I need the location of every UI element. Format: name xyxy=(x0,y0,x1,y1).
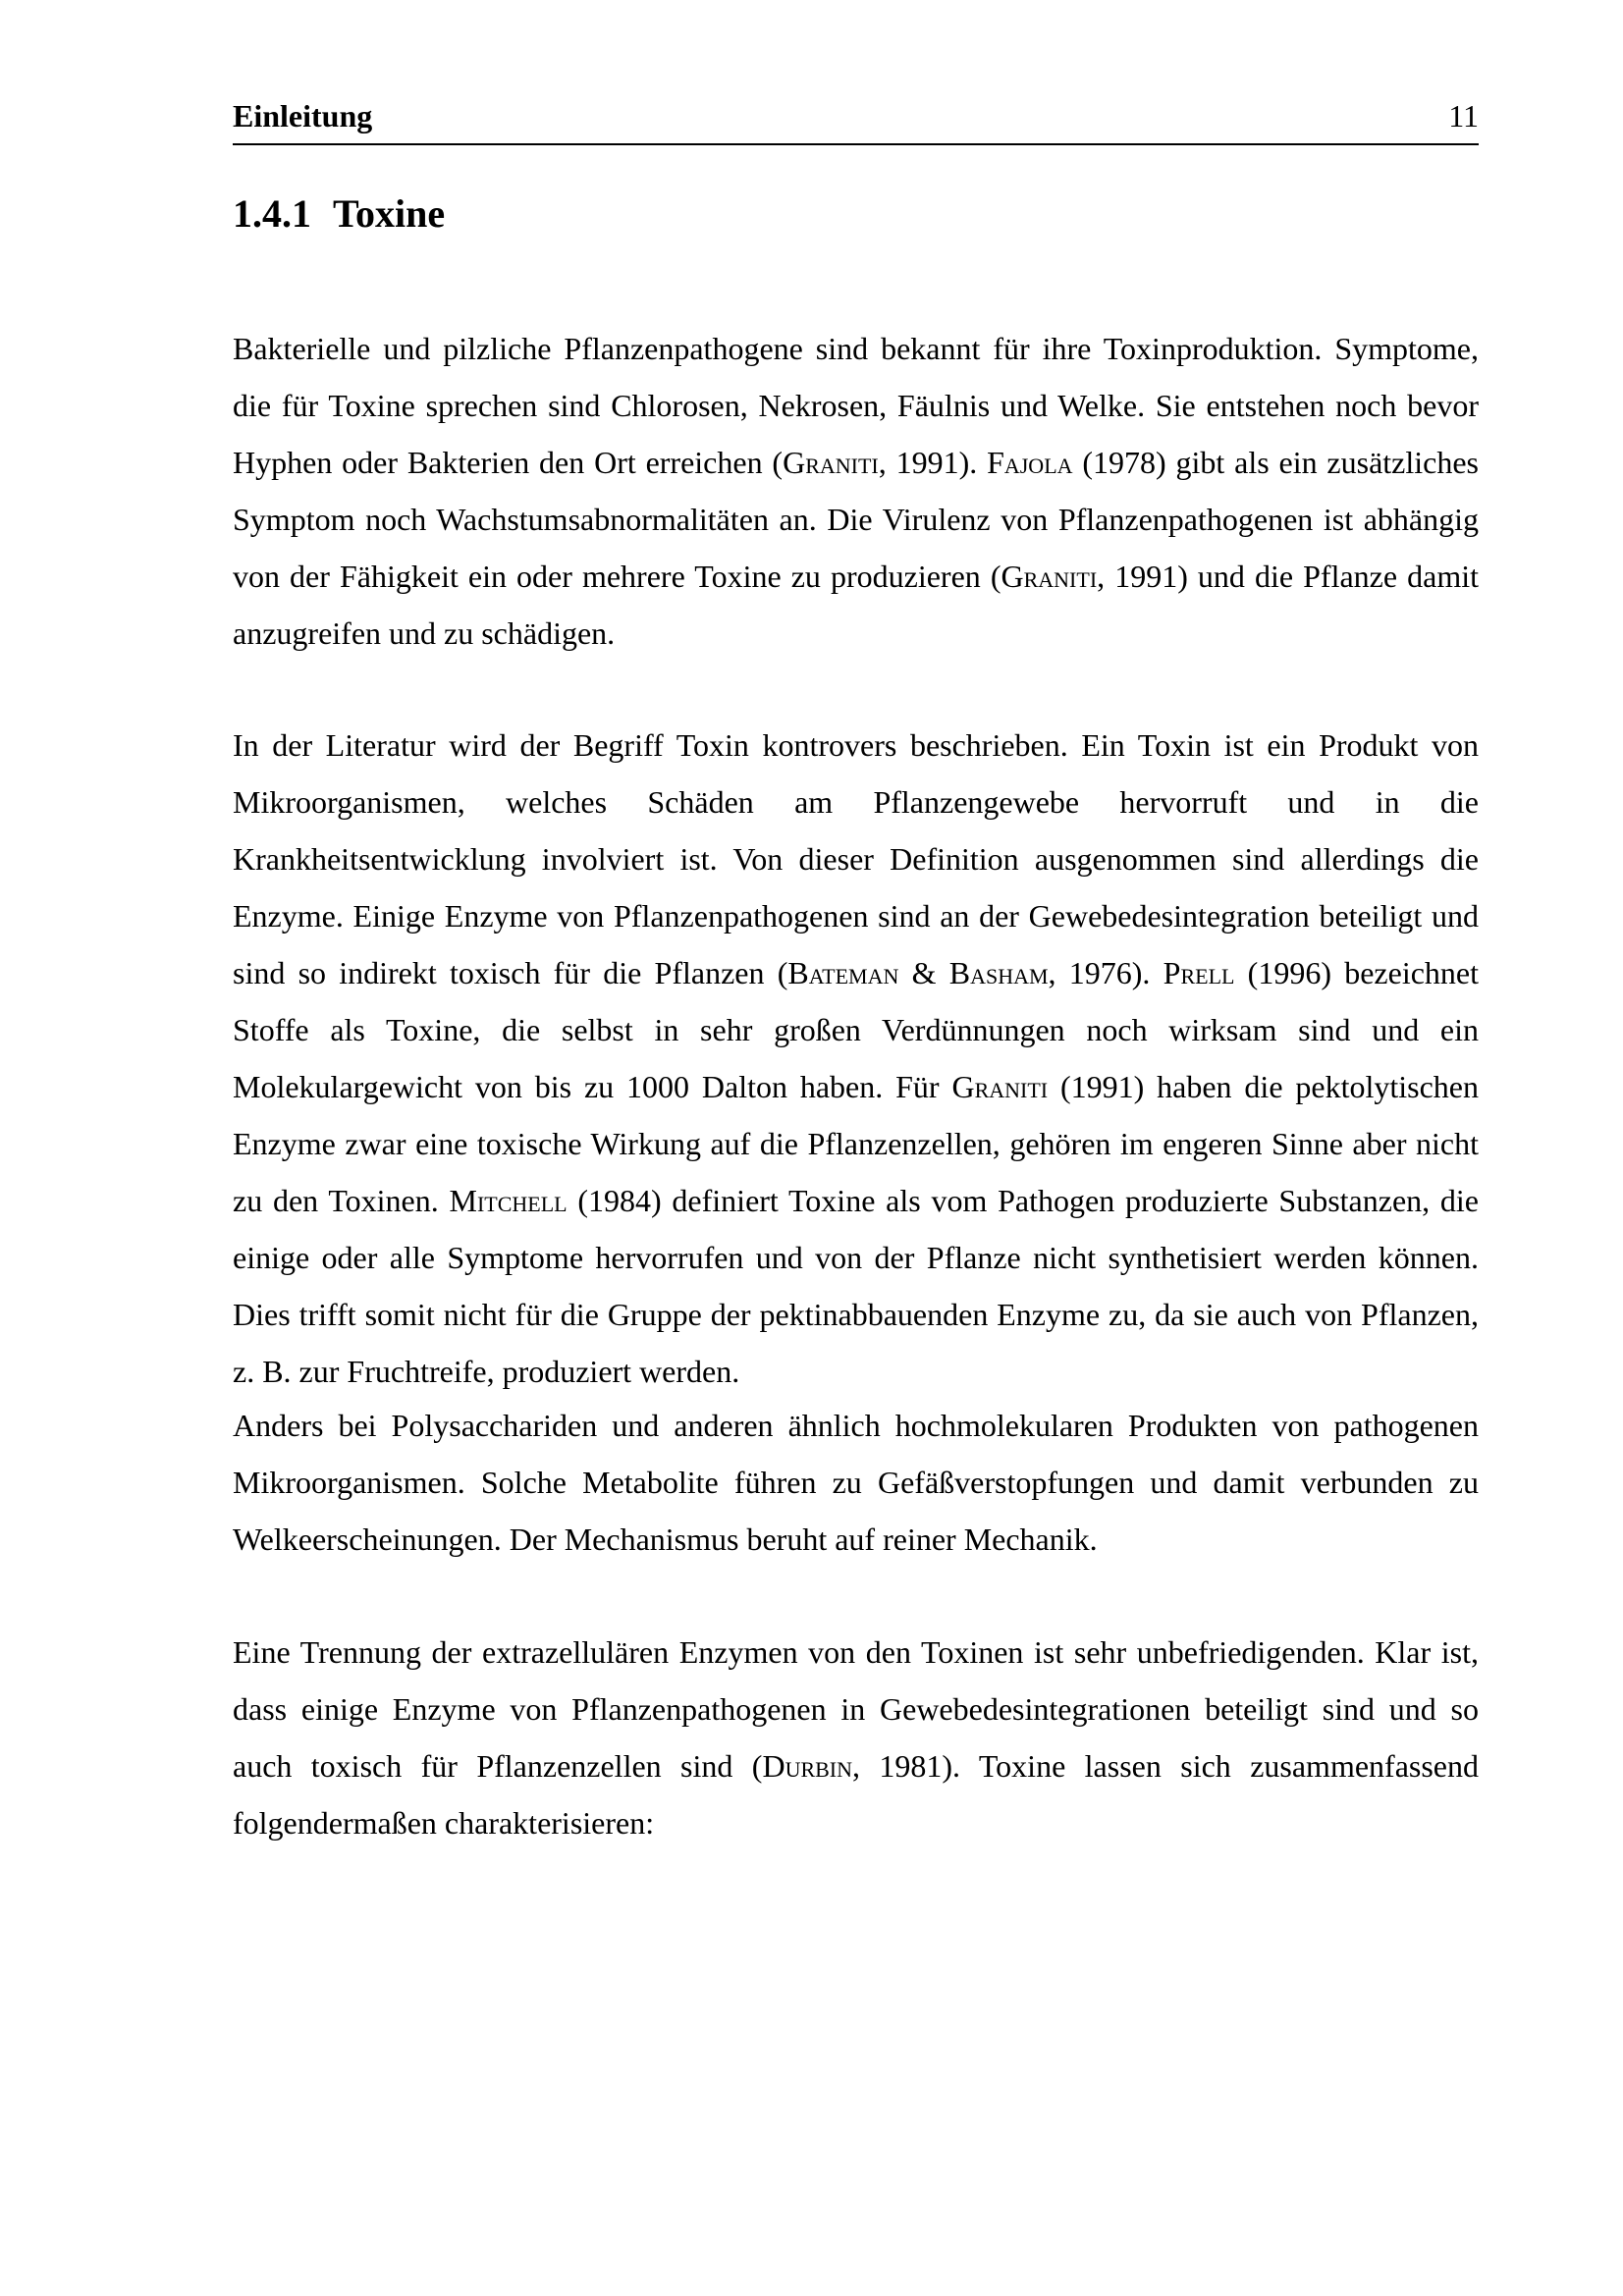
author-citation: Basham xyxy=(948,955,1049,990)
page-number: 11 xyxy=(1448,98,1479,133)
text-segment: , 1991) und die Pflanze damit anzugreifen und zu schädigen. xyxy=(233,559,1480,651)
text-segment: Anders bei Polysacchariden und anderen ähnlich hochmolekularen Produkten von pathogenen Mikroorganismen. Solche Metabolite führen zu Gefäßverstopfungen und damit verbunden zu Welkeerscheinungen. Der Mechanismus beruht auf reiner Mechanik. xyxy=(233,1408,1479,1557)
text-segment: , 1981). Toxine lassen sich zusammenfassend folgendermaßen charakterisieren: xyxy=(233,1748,1480,1841)
author-citation: Bateman xyxy=(787,955,899,990)
text-segment: In der Literatur wird der Begriff Toxin kontrovers beschrieben. Ein Toxin ist ein Produkt von Mikroorganismen, welches Schäden am Pflanzengewebe hervorruft und in die Krankheitsentwicklung involviert ist. Von dieser Definition ausgenommen sind allerdings die Enzyme. Einige Enzyme von Pflanzenpathogenen sind an der Gewebedesintegration beteiligt und sind so indirekt toxisch für die Pflanzen ( xyxy=(233,727,1479,990)
text-segment: (1984) definiert Toxine als vom Pathogen produzierte Substanzen, die einige oder alle Symptome hervorrufen und von der Pflanze nicht synthetisiert werden können. Dies trifft somit nicht für die Gruppe der pektinabbauenden Enzyme zu, da sie auch von Pflanzen, z. B. zur Fruchtreife, produziert werden. xyxy=(233,1183,1480,1389)
text-segment: (1996) bezeichnet Stoffe als Toxine, die selbst in sehr großen Verdünnungen noch wirksam sind und ein Molekulargewicht von bis zu 1000 Dalton haben. Für xyxy=(233,955,1480,1104)
text-segment: Eine Trennung der extrazellulären Enzymen von den Toxinen ist sehr unbefriedigenden. Klar ist, dass einige Enzyme von Pflanzenpathogenen in Gewebedesintegrationen beteiligt sind und so auch toxisch für Pflanzenzellen sind ( xyxy=(233,1634,1479,1784)
text-segment: & xyxy=(898,955,949,990)
paragraph-toxin-symptoms xyxy=(233,320,1479,662)
section-title: Toxine xyxy=(333,191,446,236)
chapter-title: Einleitung xyxy=(233,98,373,133)
author-citation: Graniti xyxy=(1001,559,1098,594)
paragraph-toxin-definition xyxy=(233,717,1479,1400)
author-citation: Prell xyxy=(1163,955,1235,990)
paragraph-enzyme-separation xyxy=(233,1624,1479,1851)
text-segment: , 1991). xyxy=(878,445,988,480)
author-citation: Durbin xyxy=(762,1748,853,1784)
paragraph-polysaccharides xyxy=(233,1397,1479,1568)
section-number: 1.4.1 xyxy=(233,191,311,236)
text-segment: Bakterielle und pilzliche Pflanzenpathogene sind bekannt für ihre Toxinproduktion. Symptome, die für Toxine sprechen sind Chlorosen, Nekrosen, Fäulnis und Welke. Sie entstehen noch bevor Hyphen oder Bakterien den Ort erreichen ( xyxy=(233,331,1479,480)
text-segment: (1978) gibt als ein zusätzliches Symptom noch Wachstumsabnormalitäten an. Die Virulenz von Pflanzenpathogenen ist abhängig von der Fähigkeit ein oder mehrere Toxine zu produzieren ( xyxy=(233,445,1480,594)
text-segment: , 1976). xyxy=(1048,955,1163,990)
author-citation: Graniti xyxy=(783,445,879,480)
author-citation: Mitchell xyxy=(449,1183,568,1218)
text-segment: (1991) haben die pektolytischen Enzyme zwar eine toxische Wirkung auf die Pflanzenzellen, gehören im engeren Sinne aber nicht zu den Toxinen. xyxy=(233,1069,1480,1218)
author-citation: Graniti xyxy=(951,1069,1049,1104)
section-heading xyxy=(233,190,445,238)
running-header xyxy=(233,94,1479,145)
author-citation: Fajola xyxy=(987,445,1073,480)
